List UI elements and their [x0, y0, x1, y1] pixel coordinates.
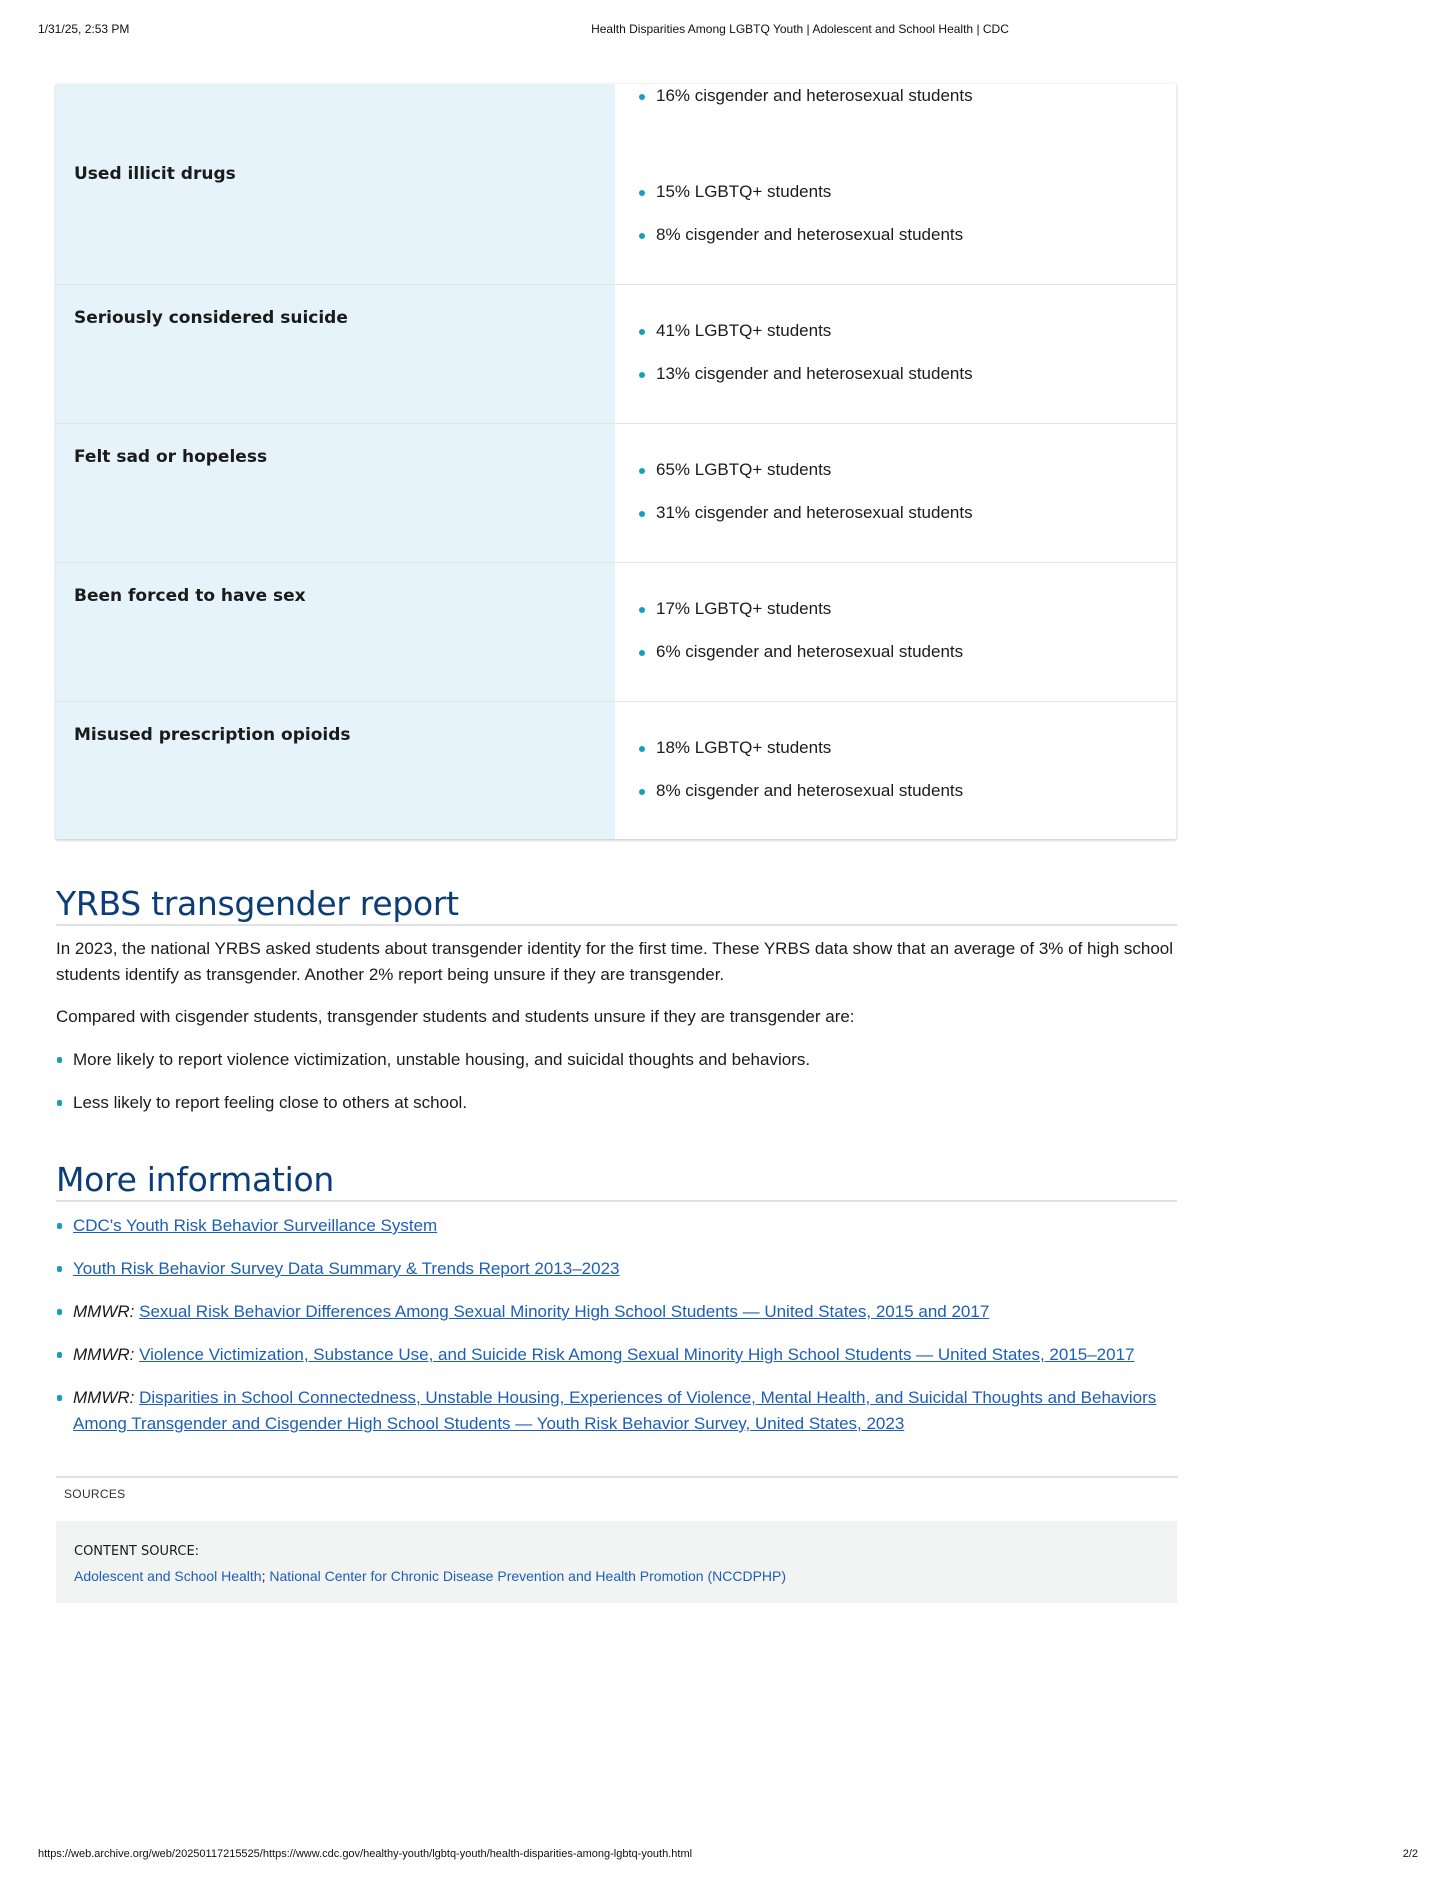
section-heading-more-information: More information [56, 1160, 334, 1199]
table-bullet-item: 6% cisgender and heterosexual students [656, 642, 964, 661]
sources-toggle[interactable]: SOURCES [64, 1487, 126, 1501]
print-date: 1/31/25, 2:53 PM [38, 22, 130, 36]
table-bullet-item: 8% cisgender and heterosexual students [656, 225, 964, 244]
table-bullet-item: 18% LGBTQ+ students [656, 738, 832, 757]
table-bullet-item: 15% LGBTQ+ students [656, 182, 832, 201]
table-bullet-item: 16% cisgender and heterosexual students [656, 86, 973, 105]
table-bullet-item: 17% LGBTQ+ students [656, 599, 832, 618]
source-separator: ; [261, 1568, 266, 1584]
table-row-label: Misused prescription opioids [74, 725, 351, 745]
section-divider [56, 1200, 1177, 1202]
section-divider [56, 924, 1177, 926]
publication-prefix: MMWR: [73, 1388, 135, 1407]
table-bullet-item: 31% cisgender and heterosexual students [656, 503, 973, 522]
paragraph: In 2023, the national YRBS asked students about transgender identity for the first time. These YRBS data show that an average of 3% of high school students identify as transgender. Another 2% report being unsure if they are transgender. [56, 939, 1174, 984]
link-mmwr-violence-victimization[interactable]: Violence Victimization, Substance Use, and Suicide Risk Among Sexual Minority High School Students — United States, 2015–2017 [139, 1345, 1135, 1364]
link-adolescent-school-health[interactable]: Adolescent and School Health [74, 1568, 262, 1584]
list-item [73, 1256, 1183, 1282]
table-bullet-item: 8% cisgender and heterosexual students [656, 781, 964, 800]
table-row-label: Used illicit drugs [74, 164, 236, 184]
list-item: More likely to report violence victimization, unstable housing, and suicidal thoughts and behaviors. [73, 1047, 1183, 1073]
link-yrbs-data-summary[interactable]: Youth Risk Behavior Survey Data Summary & Trends Report 2013–2023 [73, 1259, 620, 1278]
list-item [73, 1299, 1183, 1325]
row-divider [56, 423, 1176, 424]
print-page-number: 2/2 [1402, 1848, 1418, 1860]
publication-prefix: MMWR: [73, 1302, 135, 1321]
table-bullet-item: 41% LGBTQ+ students [656, 321, 832, 340]
row-divider [56, 562, 1176, 563]
list-item [73, 1213, 1183, 1239]
print-url: https://web.archive.org/web/20250117215525/https://www.cdc.gov/healthy-youth/lgbtq-youth/health-disparities-among-lgbtq-youth.html [38, 1848, 693, 1860]
table-row-label: Felt sad or hopeless [74, 447, 268, 467]
disparities-table [56, 84, 1176, 839]
section-heading-transgender-report: YRBS transgender report [56, 884, 459, 923]
publication-prefix: MMWR: [73, 1345, 135, 1364]
list-item: Less likely to report feeling close to others at school. [73, 1090, 1183, 1116]
table-bullet-item: 65% LGBTQ+ students [656, 460, 832, 479]
table-row-label: Seriously considered suicide [74, 308, 348, 328]
content-source-links [74, 1568, 786, 1584]
paragraph: Compared with cisgender students, transgender students and students unsure if they are transgender are: [56, 1007, 855, 1026]
print-page-title: Health Disparities Among LGBTQ Youth | Adolescent and School Health | CDC [591, 22, 1009, 36]
list-item [73, 1385, 1183, 1437]
link-mmwr-sexual-risk-behavior[interactable]: Sexual Risk Behavior Differences Among Sexual Minority High School Students — United States, 2015 and 2017 [139, 1302, 990, 1321]
list-item [73, 1342, 1183, 1368]
sources-divider [56, 1476, 1178, 1478]
link-nccdphp[interactable]: National Center for Chronic Disease Prevention and Health Promotion (NCCDPHP) [269, 1568, 787, 1584]
table-row-label: Been forced to have sex [74, 586, 306, 606]
link-yrbss[interactable]: CDC's Youth Risk Behavior Surveillance System [73, 1216, 438, 1235]
content-source-title: CONTENT SOURCE: [74, 1544, 200, 1559]
content-source-box [56, 1521, 1177, 1603]
row-divider [56, 701, 1176, 702]
row-divider [56, 284, 1176, 285]
table-bullet-item: 13% cisgender and heterosexual students [656, 364, 973, 383]
link-mmwr-school-connectedness[interactable]: Disparities in School Connectedness, Unstable Housing, Experiences of Violence, Mental Health, and Suicidal Thoughts and Behaviors Among Transgender and Cisgender High School Students — Youth Risk Behavior Survey, United States, 2023 [73, 1388, 1157, 1433]
